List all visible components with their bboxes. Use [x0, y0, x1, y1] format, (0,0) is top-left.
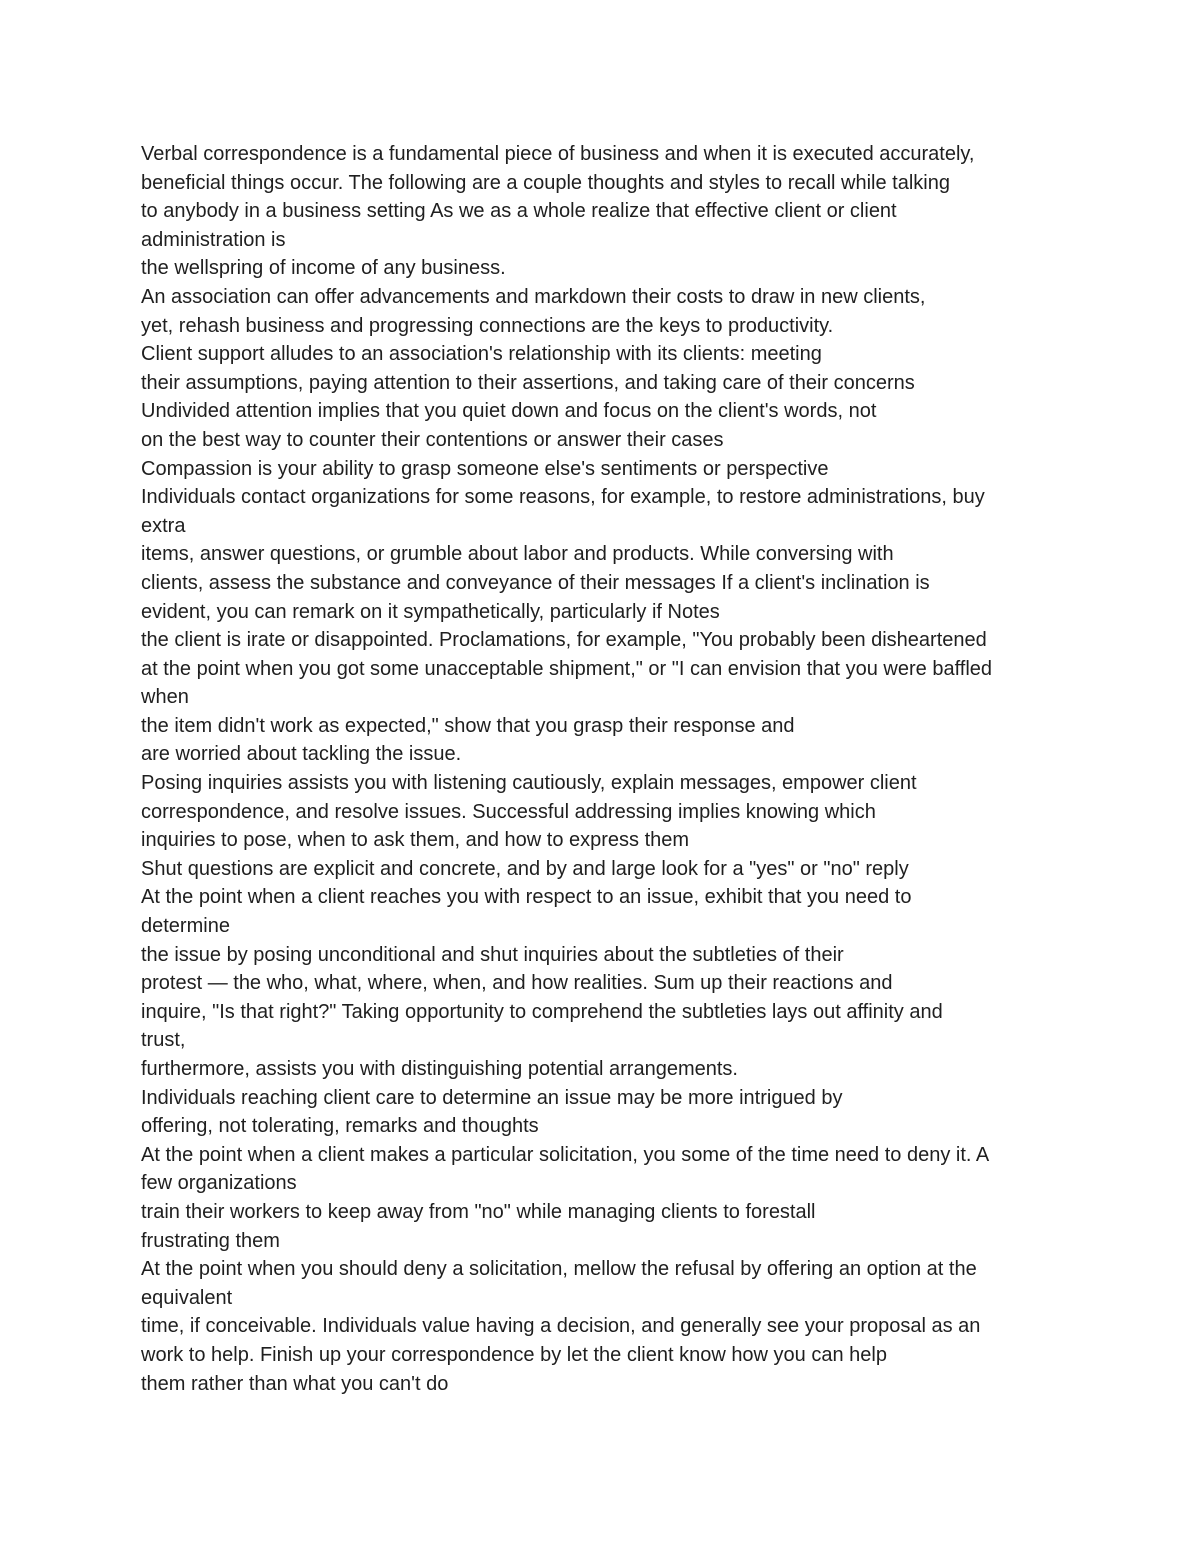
- text-line: Individuals reaching client care to determine an issue may be more intrigued by: [141, 1086, 843, 1109]
- text-line: clients, assess the substance and conveyance of their messages If a client's inclination is: [141, 571, 930, 594]
- document-body: [141, 140, 1081, 1398]
- text-line: train their workers to keep away from "no" while managing clients to forestall: [141, 1200, 816, 1223]
- text-line: their assumptions, paying attention to their assertions, and taking care of their concerns: [141, 371, 915, 394]
- text-line: Individuals contact organizations for some reasons, for example, to restore administrations, buy: [141, 486, 985, 509]
- text-line: beneficial things occur. The following are a couple thoughts and styles to recall while talking: [141, 171, 950, 194]
- text-line: the client is irate or disappointed. Proclamations, for example, "You probably been disheartened: [141, 629, 987, 652]
- text-line: frustrating them: [141, 1229, 280, 1252]
- text-line: offering, not tolerating, remarks and thoughts: [141, 1115, 539, 1138]
- text-line: protest — the who, what, where, when, and how realities. Sum up their reactions and: [141, 972, 893, 995]
- text-line: Verbal correspondence is a fundamental piece of business and when it is executed accurately,: [141, 143, 975, 165]
- text-line: work to help. Finish up your correspondence by let the client know how you can help: [141, 1343, 887, 1366]
- text-line: equivalent: [141, 1286, 233, 1309]
- text-line: few organizations: [141, 1172, 297, 1195]
- text-line: determine: [141, 915, 230, 938]
- text-line: the issue by posing unconditional and shut inquiries about the subtleties of their: [141, 943, 844, 966]
- text-line: Compassion is your ability to grasp someone else's sentiments or perspective: [141, 457, 829, 480]
- text-line: extra: [141, 514, 186, 537]
- text-line: to anybody in a business setting As we as a whole realize that effective client or client: [141, 200, 897, 223]
- text-line: correspondence, and resolve issues. Successful addressing implies knowing which: [141, 800, 876, 823]
- text-line: are worried about tackling the issue.: [141, 743, 462, 766]
- text-line: At the point when a client reaches you with respect to an issue, exhibit that you need to: [141, 886, 912, 909]
- text-line: inquire, "Is that right?" Taking opportunity to comprehend the subtleties lays out affinity and: [141, 1000, 943, 1023]
- text-line: when: [141, 686, 189, 709]
- text-line: on the best way to counter their contentions or answer their cases: [141, 428, 724, 451]
- text-line: At the point when you should deny a solicitation, mellow the refusal by offering an option at the: [141, 1258, 977, 1281]
- text-line: the item didn't work as expected," show that you grasp their response and: [141, 714, 795, 737]
- text-line: trust,: [141, 1029, 186, 1052]
- text-line: furthermore, assists you with distinguishing potential arrangements.: [141, 1058, 738, 1080]
- text-line: Shut questions are explicit and concrete, and by and large look for a "yes" or "no" reply: [141, 857, 909, 880]
- text-line: evident, you can remark on it sympathetically, particularly if Notes: [141, 600, 720, 623]
- text-line: yet, rehash business and progressing connections are the keys to productivity.: [141, 314, 834, 337]
- text-line: items, answer questions, or grumble about labor and products. While conversing with: [141, 543, 894, 566]
- text-line: inquiries to pose, when to ask them, and how to express them: [141, 829, 690, 852]
- text-line: the wellspring of income of any business.: [141, 257, 506, 280]
- text-line: administration is: [141, 228, 286, 251]
- text-line: At the point when a client makes a particular solicitation, you some of the time need to deny it. A: [141, 1143, 990, 1166]
- text-line: An association can offer advancements and markdown their costs to draw in new clients,: [141, 285, 926, 308]
- text-line: time, if conceivable. Individuals value having a decision, and generally see your proposal as an: [141, 1315, 981, 1338]
- text-line: Posing inquiries assists you with listening cautiously, explain messages, empower client: [141, 772, 917, 795]
- text-line: them rather than what you can't do: [141, 1372, 449, 1395]
- text-line: Undivided attention implies that you quiet down and focus on the client's words, not: [141, 400, 877, 423]
- text-line: at the point when you got some unacceptable shipment," or "I can envision that you were baffled: [141, 657, 993, 680]
- text-line: Client support alludes to an association's relationship with its clients: meeting: [141, 343, 822, 366]
